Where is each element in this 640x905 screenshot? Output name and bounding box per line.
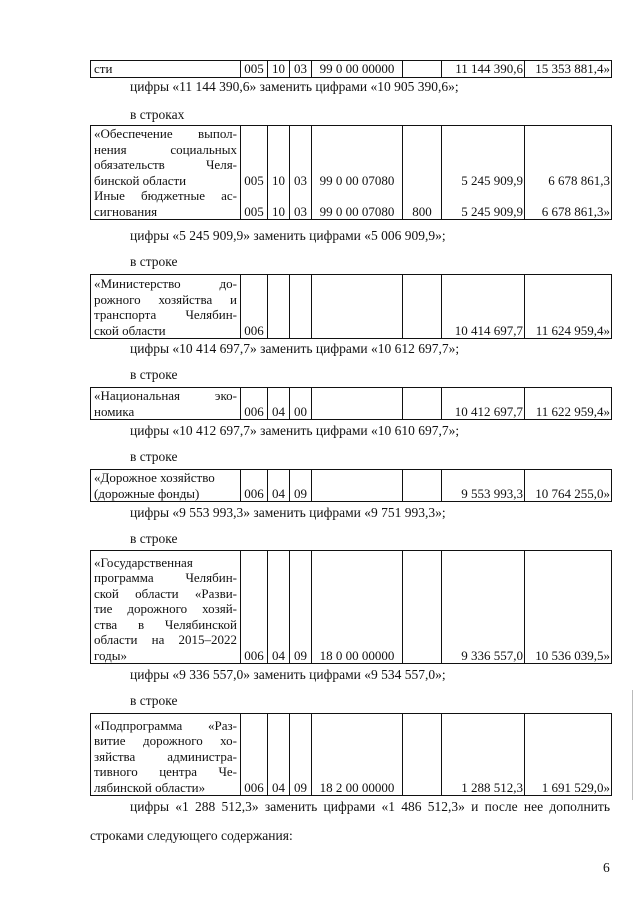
vr-cell bbox=[403, 714, 442, 796]
ved-cell: 006 bbox=[241, 470, 268, 502]
page-number: 6 bbox=[603, 860, 610, 875]
budget-table-2 bbox=[90, 274, 612, 339]
replace-instruction-3: цифры «10 412 697,7» заменить цифрами «10 610 697,7»; bbox=[130, 423, 460, 438]
csr-cell: 99 0 00 07080 99 0 00 07080 bbox=[312, 126, 403, 220]
lead-in-2: в строке bbox=[130, 367, 178, 382]
csr-cell: 18 2 00 00000 bbox=[312, 714, 403, 796]
value-2019-cell: 9 553 993,3 bbox=[442, 470, 525, 502]
rz-cell: 04 bbox=[268, 551, 290, 664]
replace-instruction-6: цифры «1 288 512,3» заменить цифрами «1 486 512,3» и после нее дополнить bbox=[130, 799, 610, 814]
value-2019-cell: 1 288 512,3 bbox=[442, 714, 525, 796]
rz-cell: 04 bbox=[268, 388, 290, 420]
ved-cell: 006 bbox=[241, 551, 268, 664]
value-2020-cell: 10 536 039,5» bbox=[525, 551, 612, 664]
value-2020-cell: 10 764 255,0» bbox=[525, 470, 612, 502]
value-2019-cell: 9 336 557,0 bbox=[442, 551, 525, 664]
csr-cell: 18 0 00 00000 bbox=[312, 551, 403, 664]
vr-cell bbox=[403, 551, 442, 664]
replace-instruction-4: цифры «9 553 993,3» заменить цифрами «9 751 993,3»; bbox=[130, 505, 446, 520]
value-2019-cell: 5 245 909,9 5 245 909,9 bbox=[442, 126, 525, 220]
row-name: «Дорожное хозяйство (дорожные фонды) bbox=[91, 470, 241, 502]
ved-cell: 006 bbox=[241, 714, 268, 796]
budget-table-5 bbox=[90, 550, 612, 664]
rz-cell: 10 bbox=[268, 61, 290, 78]
csr-cell bbox=[312, 470, 403, 502]
csr-cell: 99 0 00 00000 bbox=[312, 61, 403, 78]
budget-table-0 bbox=[90, 60, 612, 78]
lead-in-0: в строках bbox=[130, 107, 185, 122]
vr-cell: 800 bbox=[403, 126, 442, 220]
csr-cell bbox=[312, 388, 403, 420]
lead-in-1: в строке bbox=[130, 254, 178, 269]
replace-instruction-0: цифры «11 144 390,6» заменить цифрами «10 905 390,6»; bbox=[130, 79, 459, 94]
value-2020-cell: 6 678 861,3 6 678 861,3» bbox=[525, 126, 612, 220]
rz-cell bbox=[268, 275, 290, 339]
pr-cell bbox=[290, 275, 312, 339]
value-2020-cell: 15 353 881,4» bbox=[525, 61, 612, 78]
budget-table-1 bbox=[90, 125, 612, 220]
value-2020-cell: 11 622 959,4» bbox=[525, 388, 612, 420]
closing-text: строками следующего содержания: bbox=[90, 828, 293, 843]
vr-cell bbox=[403, 275, 442, 339]
replace-instruction-5: цифры «9 336 557,0» заменить цифрами «9 534 557,0»; bbox=[130, 667, 446, 682]
row-name: «Министерство до- рожного хозяйства и транспорта Челябин- ской области bbox=[91, 275, 241, 339]
value-2019-cell: 10 414 697,7 bbox=[442, 275, 525, 339]
pr-cell: 09 bbox=[290, 470, 312, 502]
budget-table-4 bbox=[90, 469, 612, 502]
value-2020-cell: 1 691 529,0» bbox=[525, 714, 612, 796]
row-name: «Государственная программа Челябин- ской области «Разви- тие дорожного хозяй- ства в Челябинской области на 2015–2022 годы» bbox=[91, 551, 241, 664]
pr-cell: 03 03 bbox=[290, 126, 312, 220]
rz-cell: 04 bbox=[268, 714, 290, 796]
ved-cell: 006 bbox=[241, 388, 268, 420]
pr-cell: 00 bbox=[290, 388, 312, 420]
rz-cell: 04 bbox=[268, 470, 290, 502]
lead-in-3: в строке bbox=[130, 449, 178, 464]
pr-cell: 09 bbox=[290, 714, 312, 796]
ved-cell: 005 005 bbox=[241, 126, 268, 220]
replace-instruction-2: цифры «10 414 697,7» заменить цифрами «10 612 697,7»; bbox=[130, 341, 460, 356]
csr-cell bbox=[312, 275, 403, 339]
rz-cell: 10 10 bbox=[268, 126, 290, 220]
budget-table-6 bbox=[90, 713, 612, 796]
lead-in-5: в строке bbox=[130, 693, 178, 708]
row-name: сти bbox=[91, 61, 241, 78]
scan-edge-mark bbox=[632, 690, 633, 800]
pr-cell: 03 bbox=[290, 61, 312, 78]
ved-cell: 006 bbox=[241, 275, 268, 339]
row-name: «Подпрограмма «Раз- витие дорожного хо- зяйства администра- тивного центра Че- лябинской области» bbox=[91, 714, 241, 796]
value-2019-cell: 10 412 697,7 bbox=[442, 388, 525, 420]
vr-cell bbox=[403, 388, 442, 420]
vr-cell bbox=[403, 61, 442, 78]
pr-cell: 09 bbox=[290, 551, 312, 664]
value-2019-cell: 11 144 390,6 bbox=[442, 61, 525, 78]
replace-instruction-1: цифры «5 245 909,9» заменить цифрами «5 006 909,9»; bbox=[130, 228, 446, 243]
row-name: «Обеспечение выпол- нения социальных обязательств Челя- бинской области Иные бюджетные ас- сигнования bbox=[91, 126, 241, 220]
vr-cell bbox=[403, 470, 442, 502]
lead-in-4: в строке bbox=[130, 531, 178, 546]
budget-table-3 bbox=[90, 387, 612, 420]
ved-cell: 005 bbox=[241, 61, 268, 78]
row-name: «Национальная эко- номика bbox=[91, 388, 241, 420]
value-2020-cell: 11 624 959,4» bbox=[525, 275, 612, 339]
